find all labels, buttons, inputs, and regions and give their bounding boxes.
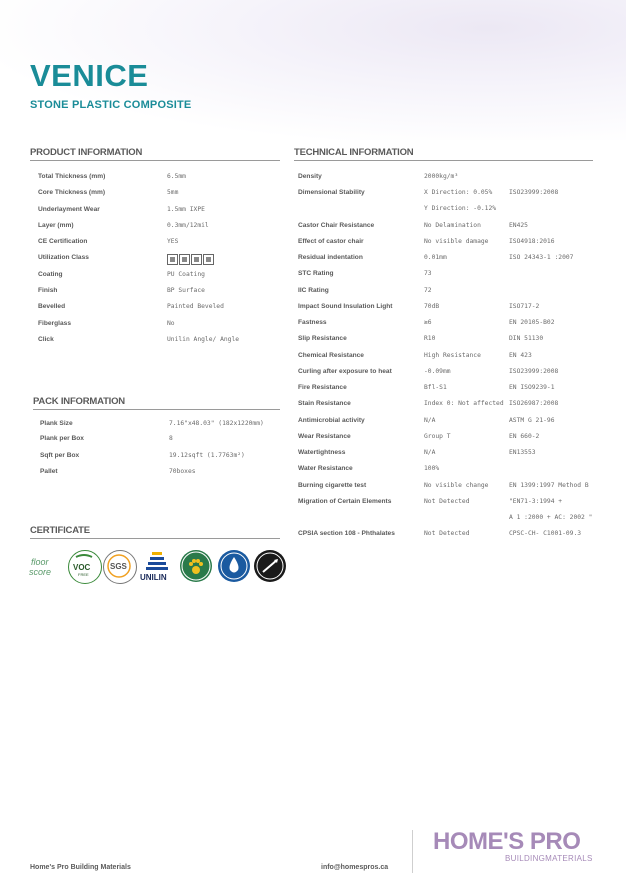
technical-label: Chemical Resistance [298, 352, 364, 359]
product-value: 1.5mm IXPE [167, 206, 205, 213]
page-subtitle: STONE PLASTIC COMPOSITE [30, 99, 192, 111]
pack-info-heading: PACK INFORMATION [33, 396, 280, 410]
technical-standard: CPSC-CH- C1001-09.3 [509, 530, 582, 537]
utilization-class-icon [203, 254, 214, 265]
svg-text:FREE: FREE [78, 572, 89, 577]
scratch-resistant-icon [254, 550, 286, 582]
product-value: 6.5mm [167, 173, 186, 180]
product-value: Unilin Angle/ Angle [167, 336, 240, 343]
technical-value: Y Direction: -0.12% [424, 205, 497, 212]
product-value: No [167, 320, 175, 327]
product-label: Layer (mm) [38, 222, 74, 229]
product-label: Core Thickness (mm) [38, 189, 106, 196]
technical-label: Antimicrobial activity [298, 417, 365, 424]
technical-standard: EN 1399:1997 Method B [509, 482, 589, 489]
technical-standard: ISO4918:2016 [509, 238, 555, 245]
technical-label: Castor Chair Resistance [298, 222, 375, 229]
technical-standard: EN 660-2 [509, 433, 540, 440]
technical-standard: "EN71-3:1994 + [509, 498, 563, 505]
product-label: Coating [38, 271, 63, 278]
product-label: Total Thickness (mm) [38, 173, 106, 180]
product-label: Finish [38, 287, 58, 294]
technical-standard: ISO23999:2008 [509, 368, 559, 375]
product-label: Fiberglass [38, 320, 71, 327]
product-value: 0.3mm/12mil [167, 222, 209, 229]
waterproof-icon [218, 550, 250, 582]
technical-label: STC Rating [298, 270, 334, 277]
technical-label: CPSIA section 108 - Phthalates [298, 530, 395, 537]
technical-label: Watertightness [298, 449, 346, 456]
technical-value: No Delamination [424, 222, 481, 229]
technical-value: ≥6 [424, 319, 432, 326]
logo-sub: BUILDINGMATERIALS [505, 854, 593, 863]
pack-value: 7.16"x48.03" (182x1220mm) [169, 420, 264, 427]
pack-value: 19.12sqft (1.7763m²) [169, 452, 245, 459]
pet-friendly-icon [180, 550, 212, 582]
svg-text:VOC: VOC [73, 563, 91, 572]
voc-free-icon [68, 550, 102, 584]
unilin-icon [138, 550, 174, 582]
product-value: Painted Beveled [167, 303, 224, 310]
technical-label: Fire Resistance [298, 384, 347, 391]
technical-value: R10 [424, 335, 436, 342]
footer-divider [412, 830, 413, 873]
technical-label: Effect of castor chair [298, 238, 364, 245]
technical-standard: ISO23999:2008 [509, 189, 559, 196]
technical-label: Migration of Certain Elements [298, 498, 392, 505]
technical-label: Dimensional Stability [298, 189, 365, 196]
logo-main: HOME'S PRO [433, 828, 581, 855]
technical-label: Burning cigarette test [298, 482, 367, 489]
certificate-heading: CERTIFICATE [30, 525, 280, 539]
footer-company: Home's Pro Building Materials [30, 864, 131, 871]
technical-value: Bfl-S1 [424, 384, 447, 391]
technical-value: 72 [424, 287, 432, 294]
pack-label: Sqft per Box [40, 452, 80, 459]
technical-standard: ISO717-2 [509, 303, 540, 310]
technical-value: 2000kg/m³ [424, 173, 459, 180]
technical-value: No visible damage [424, 238, 489, 245]
utilization-class-icons [167, 254, 215, 265]
utilization-class-icon [179, 254, 190, 265]
floorscore-icon [28, 550, 60, 582]
technical-value: Not Detected [424, 498, 470, 505]
technical-label: Residual indentation [298, 254, 363, 261]
product-label: CE Certification [38, 238, 88, 245]
technical-label: Stain Resistance [298, 400, 351, 407]
svg-text:SGS: SGS [110, 562, 127, 571]
technical-label: Fastness [298, 319, 327, 326]
technical-value: High Resistance [424, 352, 481, 359]
technical-label: Curling after exposure to heat [298, 368, 392, 375]
product-value: 5mm [167, 189, 179, 196]
technical-label: Water Resistance [298, 465, 353, 472]
pack-value: 70boxes [169, 468, 196, 475]
svg-text:UNILIN: UNILIN [140, 573, 167, 582]
technical-label: Density [298, 173, 322, 180]
technical-standard: ASTM G 21-96 [509, 417, 555, 424]
svg-text:score: score [29, 567, 52, 577]
technical-standard: EN13553 [509, 449, 536, 456]
utilization-class-icon [167, 254, 178, 265]
technical-label: Slip Resistance [298, 335, 347, 342]
technical-value: No visible change [424, 482, 489, 489]
technical-value: 100% [424, 465, 440, 472]
technical-value: X Direction: 0.05% [424, 189, 493, 196]
product-value: PU Coating [167, 271, 205, 278]
technical-standard: EN 20105-B02 [509, 319, 555, 326]
pack-value: 8 [169, 435, 173, 442]
sgs-icon [103, 550, 137, 584]
product-label: Click [38, 336, 54, 343]
technical-label: IIC Rating [298, 287, 329, 294]
technical-value: N/A [424, 449, 436, 456]
svg-text:floor: floor [31, 557, 49, 567]
product-label: Utilization Class [38, 254, 89, 261]
technical-standard: DIN 51130 [509, 335, 544, 342]
page-title: VENICE [30, 58, 149, 93]
product-value: BP Surface [167, 287, 205, 294]
product-value: YES [167, 238, 179, 245]
technical-label: Impact Sound Insulation Light [298, 303, 393, 310]
technical-standard: ISO26987:2008 [509, 400, 559, 407]
homes-pro-logo [433, 828, 593, 863]
technical-info-heading: TECHNICAL INFORMATION [294, 147, 593, 161]
technical-value: N/A [424, 417, 436, 424]
product-label: Bevelled [38, 303, 66, 310]
technical-value: Not Detected [424, 530, 470, 537]
technical-standard: ISO 24343-1 :2007 [509, 254, 574, 261]
product-label: Underlayment Wear [38, 206, 100, 213]
pack-label: Plank Size [40, 420, 73, 427]
pack-label: Plank per Box [40, 435, 84, 442]
technical-value: 0.01mm [424, 254, 447, 261]
product-info-heading: PRODUCT INFORMATION [30, 147, 280, 161]
utilization-class-icon [191, 254, 202, 265]
technical-label: Wear Resistance [298, 433, 351, 440]
technical-standard: EN ISO9239-1 [509, 384, 555, 391]
technical-value: Group T [424, 433, 451, 440]
technical-standard: EN 423 [509, 352, 532, 359]
technical-standard: EN425 [509, 222, 528, 229]
technical-value: 73 [424, 270, 432, 277]
technical-value: -0.09mm [424, 368, 451, 375]
technical-value: 70dB [424, 303, 440, 310]
technical-standard: A 1 :2000 + AC: 2002 " [509, 514, 593, 521]
pack-label: Pallet [40, 468, 58, 475]
footer-email[interactable]: info@homespros.ca [321, 864, 389, 871]
technical-value: Index 0: Not affected [424, 400, 504, 407]
